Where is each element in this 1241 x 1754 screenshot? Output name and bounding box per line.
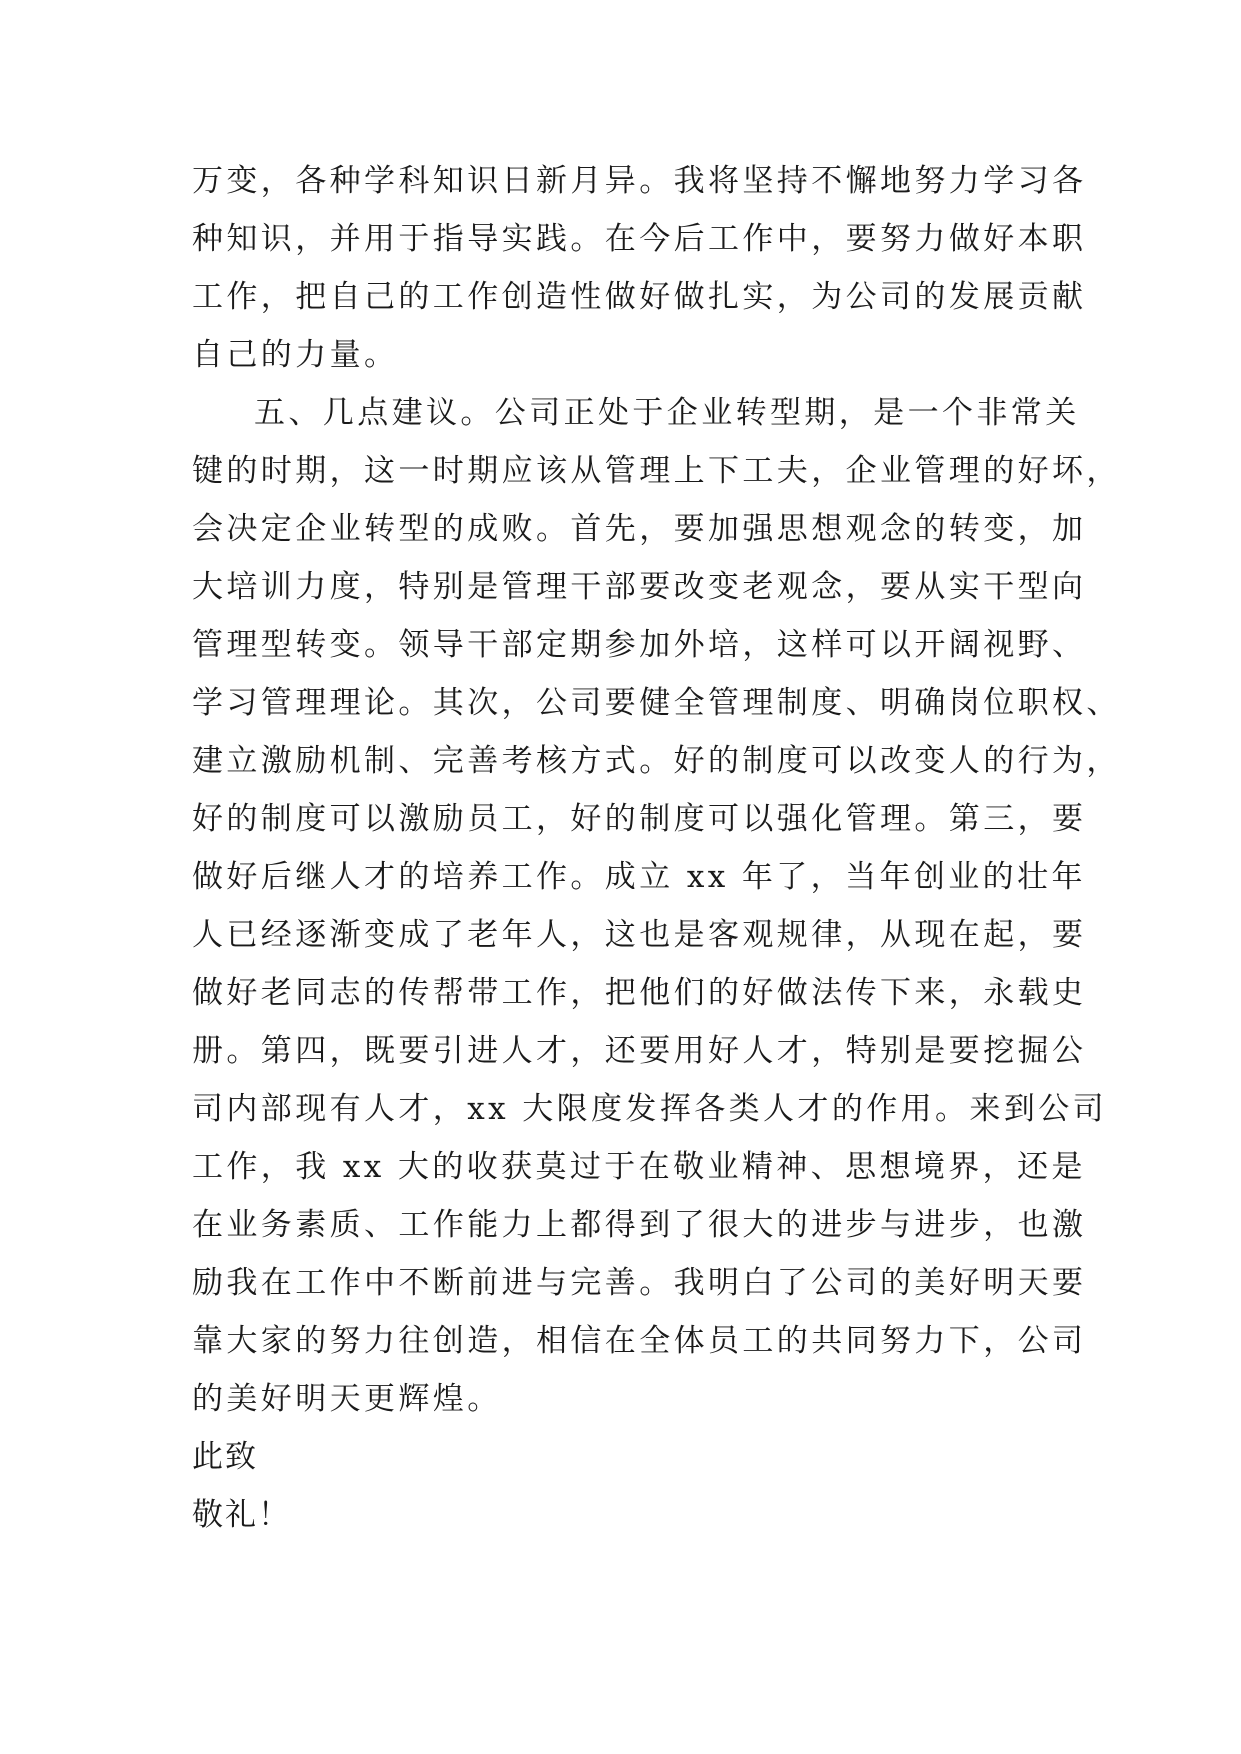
- paragraph-line: 万变，各种学科知识日新月异。我将坚持不懈地努力学习各: [192, 163, 1087, 199]
- paragraph-line: 会决定企业转型的成败。首先，要加强思想观念的转变，加: [192, 511, 1087, 547]
- paragraph-line: 种知识，并用于指导实践。在今后工作中，要努力做好本职: [192, 221, 1087, 257]
- paragraph-line: 大培训力度，特别是管理干部要改变老观念，要从实干型向: [192, 569, 1087, 605]
- paragraph-line: 管理型转变。领导干部定期参加外培，这样可以开阔视野、: [192, 627, 1087, 663]
- suggestions-paragraph: [192, 384, 1121, 1428]
- paragraph-line: 司内部现有人才，xx 大限度发挥各类人才的作用。来到公司: [192, 1091, 1108, 1127]
- closing-salutation: 此致: [192, 1439, 258, 1475]
- closing-regards: 敬礼！: [192, 1497, 291, 1533]
- paragraph-line: 工作，我 xx 大的收获莫过于在敬业精神、思想境界，还是: [192, 1149, 1086, 1185]
- paragraph-line: 在业务素质、工作能力上都得到了很大的进步与进步，也激: [192, 1207, 1087, 1243]
- paragraph-line: 册。第四，既要引进人才，还要用好人才，特别是要挖掘公: [192, 1033, 1087, 1069]
- paragraph-line: 建立激励机制、完善考核方式。好的制度可以改变人的行为，: [192, 743, 1121, 779]
- paragraph-line: 自己的力量。: [192, 337, 399, 373]
- paragraph-line: 做好老同志的传帮带工作，把他们的好做法传下来，永载史: [192, 975, 1087, 1011]
- paragraph-line: 的美好明天更辉煌。: [192, 1381, 502, 1417]
- paragraph-line: 学习管理理论。其次，公司要健全管理制度、明确岗位职权、: [192, 685, 1121, 721]
- letter-closing: [192, 1428, 1072, 1544]
- paragraph-line: 工作，把自己的工作创造性做好做扎实，为公司的发展贡献: [192, 279, 1087, 315]
- paragraph-line: 人已经逐渐变成了老年人，这也是客观规律，从现在起，要: [192, 917, 1087, 953]
- paragraph-line: 好的制度可以激励员工，好的制度可以强化管理。第三，要: [192, 801, 1087, 837]
- paragraph-line: 励我在工作中不断前进与完善。我明白了公司的美好明天要: [192, 1265, 1087, 1301]
- paragraph-line: 键的时期，这一时期应该从管理上下工夫，企业管理的好坏，: [192, 453, 1121, 489]
- paragraph-line: 靠大家的努力往创造，相信在全体员工的共同努力下，公司: [192, 1323, 1087, 1359]
- continuation-paragraph: [192, 152, 1087, 384]
- paragraph-line: 五、几点建议。公司正处于企业转型期，是一个非常关: [254, 395, 1080, 431]
- paragraph-line: 做好后继人才的培养工作。成立 xx 年了，当年创业的壮年: [192, 859, 1086, 895]
- letter-body: [192, 152, 1121, 1544]
